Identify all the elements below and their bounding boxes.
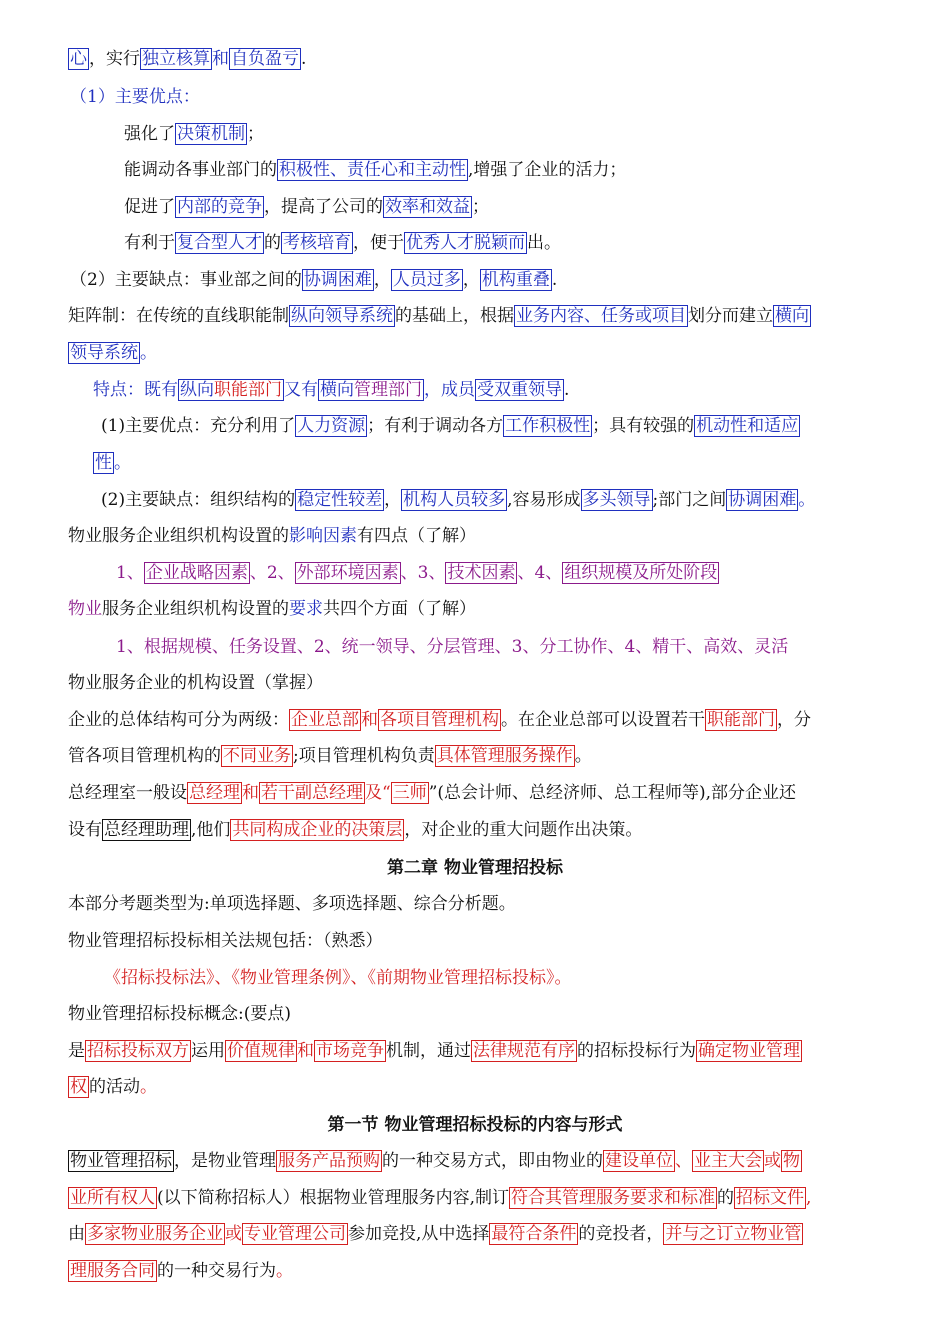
line-32: 业所有权人 (以下简称招标人）根据物业管理服务内容,制订 符合其管理服务要求和标准 的 招标文件 ,	[70, 1188, 812, 1208]
line-5: 促进了 内部的竞争 ，提高了公司的 效率和效益 ；	[124, 197, 489, 217]
line-20: 管各项目管理机构的 不同业务 ;项目管理机构负责 具体管理服务操作 。	[68, 746, 592, 766]
line-21: 总经理室一般设 总经理 和 若干副总经理 及“ 三师 ”(总会计师、总经济师、总工程师等),部分企业还	[68, 783, 797, 803]
line-4: 能调动各事业部门的 积极性、责任心和主动性 ,增强了企业的活力；	[124, 160, 627, 180]
line-25: 物业管理招标投标相关法规包括：（熟悉）	[68, 931, 383, 951]
line-16: 物业服务企业组织机构设置的要求共四个方面（了解）	[68, 599, 476, 619]
section-heading: 第一节 物业管理招标投标的内容与形式	[327, 1115, 623, 1135]
line-19: 企业的总体结构可分为两级： 企业总部 和 各项目管理机构 。在企业总部可以设置若干 职能部门 ，分	[68, 710, 811, 730]
line-11: (1)主要优点：充分利用了 人力资源 ；有利于调动各方 工作积极性 ；具有较强的 机动性和适应	[101, 416, 799, 436]
line-31: 物业管理招标 ，是物业管理 服务产品预购 的一种交易方式，即由物业的 建设单位 、 业主大会 或 物	[70, 1151, 800, 1171]
line-8: 矩阵制：在传统的直线职能制 纵向领导系统 的基础上，根据 业务内容、任务或项目 划分而建立 横向	[68, 306, 809, 326]
line-17: 1、根据规模、任务设置、2、统一领导、分层管理、3、分工协作、4、精干、高效、灵活	[116, 637, 789, 657]
line-24: 本部分考题类型为:单项选择题、多项选择题、综合分析题。	[68, 894, 516, 914]
line-6: 有利于 复合型人才 的 考核培育 ，便于 优秀人才脱颖而 出。	[124, 233, 561, 253]
line-15: 1、 企业战略因素 、2、 外部环境因素 、3、 技术因素 、4、 组织规模及所处阶段	[116, 563, 718, 583]
line-13: (2)主要缺点：组织结构的 稳定性较差 ， 机构人员较多 ,容易形成 多头领导 ;部门之间 协调困难 。	[101, 490, 816, 510]
line-18: 物业服务企业的机构设置（掌握）	[68, 673, 323, 693]
line-28: 是 招标投标双方 运用 价值规律 和 市场竞争 机制，通过 法律规范有序 的招标投标行为 确定物业管理	[68, 1041, 800, 1061]
line-12: 性 。	[95, 453, 131, 473]
line-7: （2）主要缺点：事业部之间的 协调困难 ， 人员过多 ， 机构重叠 .	[70, 270, 558, 290]
line-33: 由 多家物业服务企业 或 专业管理公司 参加竞投,从中选择 最符合条件 的竞投者， 并与之订立物业管	[68, 1224, 802, 1244]
line-22: 设有 总经理助理 ,他们 共同构成企业的决策层 ，对企业的重大问题作出决策。	[68, 820, 643, 840]
line-10: 特点：既有 纵向职能部门 又有 横向管理部门 ，成员 受双重领导 .	[93, 380, 570, 400]
chapter-heading: 第二章 物业管理招投标	[387, 858, 563, 878]
line-3: 强化了 决策机制 ；	[124, 124, 264, 144]
line-2: （1）主要优点：	[70, 87, 200, 107]
line-14: 物业服务企业组织机构设置的影响因素有四点（了解）	[68, 526, 476, 546]
line-34: 理服务合同 的一种交易行为。	[70, 1261, 293, 1281]
line-26: 《招标投标法》、《物业管理条例》、《前期物业管理招标投标》。	[104, 968, 572, 988]
line-9: 领导系统 。	[70, 343, 157, 363]
line-29: 权 的活动。	[70, 1077, 157, 1097]
line-1: 心 ，实行 独立核算 和 自负盈亏 .	[70, 49, 307, 69]
line-27: 物业管理招标投标概念:(要点)	[68, 1004, 291, 1024]
